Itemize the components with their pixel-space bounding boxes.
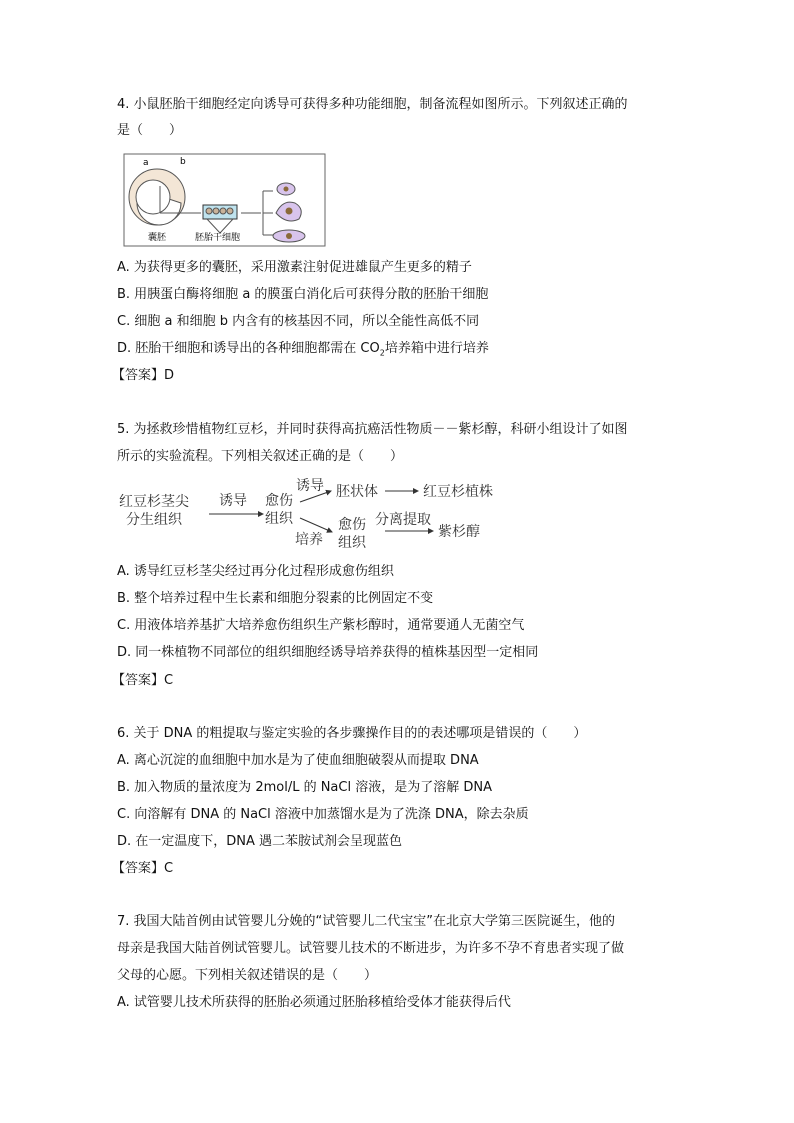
flow-node: 紫杉醇 xyxy=(438,524,480,540)
label-blastocyst: 囊胚 xyxy=(148,233,167,243)
label-b: b xyxy=(180,157,186,167)
flow-start: 分生组织 xyxy=(126,512,182,528)
q7-option-a: A. 试管婴儿技术所获得的胚胎必须通过胚胎移植给受体才能获得后代 xyxy=(117,995,511,1010)
q4-figure xyxy=(123,153,326,247)
q7-stem: 父母的心愿。下列相关叙述错误的是（ ） xyxy=(117,968,378,983)
q4-stem: 4. 小鼠胚胎干细胞经定向诱导可获得多种功能细胞，制备流程如图所示。下列叙述正确的 xyxy=(117,97,628,112)
q4-option-b: B. 用胰蛋白酶将细胞 a 的膜蛋白消化后可获得分散的胚胎干细胞 xyxy=(117,287,489,302)
q4-option-d xyxy=(117,340,489,363)
label-a: a xyxy=(143,158,149,168)
q6-stem: 6. 关于 DNA 的粗提取与鉴定实验的各步骤操作目的的表述哪项是错误的（ ） xyxy=(117,726,587,741)
flow-start: 红豆杉茎尖 xyxy=(119,494,189,510)
q4-option-a: A. 为获得更多的囊胚，采用激素注射促进雄鼠产生更多的精子 xyxy=(117,260,472,275)
q7-stem: 7. 我国大陆首例由试管婴儿分娩的“试管婴儿二代宝宝”在北京大学第三医院诞生，他的 xyxy=(117,914,616,929)
q5-answer: 【答案】C xyxy=(112,673,174,688)
flow-node: 愈伤 xyxy=(338,517,366,533)
q5-option-b: B. 整个培养过程中生长素和细胞分裂素的比例固定不变 xyxy=(117,591,434,606)
q6-option-c: C. 向溶解有 DNA 的 NaCl 溶液中加蒸馏水是为了洗涤 DNA，除去杂质 xyxy=(117,807,529,822)
flow-label: 培养 xyxy=(295,532,323,548)
q6-option-a: A. 离心沉淀的血细胞中加水是为了使血细胞破裂从而提取 DNA xyxy=(117,753,479,768)
q5-stem: 所示的实验流程。下列相关叙述正确的是（ ） xyxy=(117,449,404,464)
q5-option-c: C. 用液体培养基扩大培养愈伤组织生产紫杉醇时，通常要通人无菌空气 xyxy=(117,618,525,633)
flow-node: 愈伤 xyxy=(265,493,293,509)
q5-option-a: A. 诱导红豆杉茎尖经过再分化过程形成愈伤组织 xyxy=(117,564,394,579)
flow-node: 组织 xyxy=(338,535,366,551)
flow-node: 红豆杉植株 xyxy=(423,484,493,500)
q6-option-d: D. 在一定温度下，DNA 遇二苯胺试剂会呈现蓝色 xyxy=(117,834,403,849)
subscript: 2 xyxy=(379,348,385,358)
text: D. 胚胎干细胞和诱导出的各种细胞都需在 CO xyxy=(117,341,380,356)
q5-stem: 5. 为拯救珍惜植物红豆杉，并同时获得高抗癌活性物质－－紫杉醇，科研小组设计了如图 xyxy=(117,422,628,437)
q4-answer: 【答案】D xyxy=(112,368,175,383)
q5-flowchart xyxy=(113,474,513,554)
q6-answer: 【答案】C xyxy=(112,861,174,876)
q4-stem: 是（ ） xyxy=(117,123,183,138)
flow-node: 胚状体 xyxy=(336,484,378,500)
q6-option-b: B. 加入物质的量浓度为 2mol/L 的 NaCl 溶液，是为了溶解 DNA xyxy=(117,780,492,795)
text: 培养箱中进行培养 xyxy=(384,341,489,356)
flow-label: 诱导 xyxy=(219,493,247,509)
flow-label: 诱导 xyxy=(296,478,324,494)
q4-option-c: C. 细胞 a 和细胞 b 内含有的核基因不同，所以全能性高低不同 xyxy=(117,314,480,329)
flow-node: 组织 xyxy=(265,511,293,527)
q7-stem: 母亲是我国大陆首例试管婴儿。试管婴儿技术的不断进步，为许多不孕不育患者实现了做 xyxy=(117,941,625,956)
q5-option-d: D. 同一株植物不同部位的组织细胞经诱导培养获得的植株基因型一定相同 xyxy=(117,645,539,660)
label-es-cells: 胚胎干细胞 xyxy=(195,233,241,243)
flow-label: 分离提取 xyxy=(375,512,431,528)
